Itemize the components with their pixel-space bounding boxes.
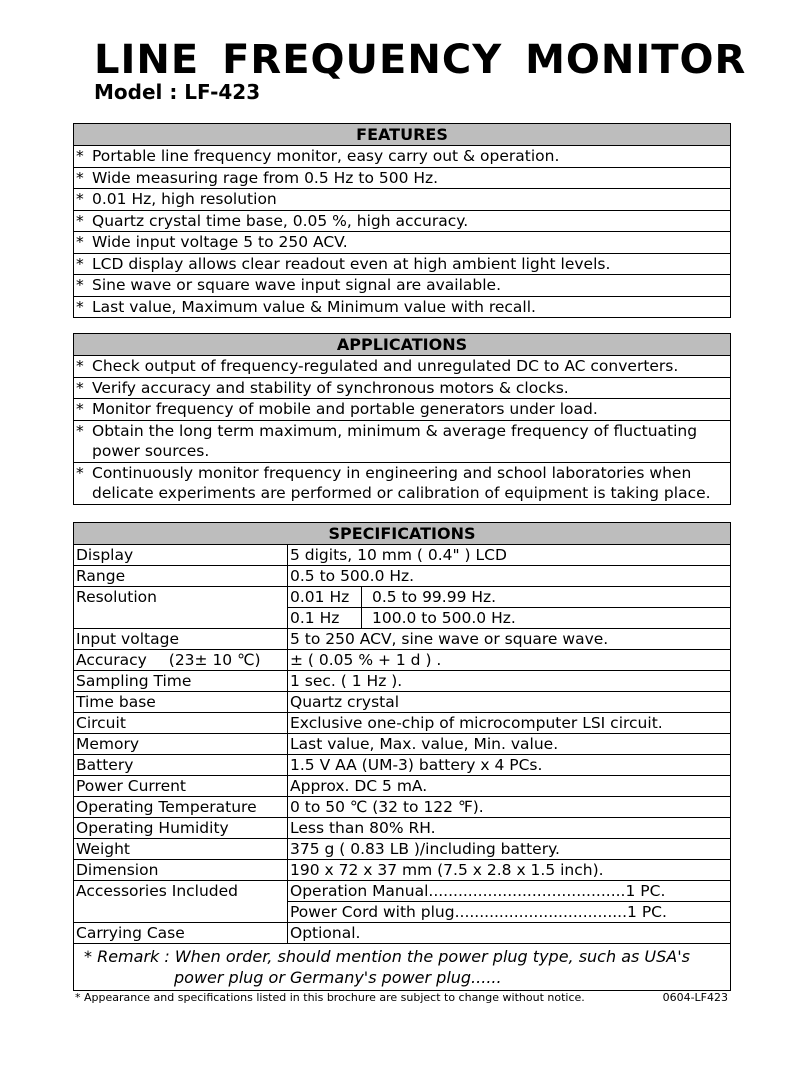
list-item: * Quartz crystal time base, 0.05 %, high accuracy. — [74, 210, 730, 232]
resolution-subtable — [288, 587, 730, 628]
spec-row-memory — [74, 733, 730, 754]
spec-row-resolution — [74, 586, 730, 628]
spec-label: Range — [74, 566, 288, 586]
list-item: * Wide measuring rage from 0.5 Hz to 500 Hz. — [74, 167, 730, 189]
bullet-asterisk: * — [76, 421, 84, 440]
specifications-heading: SPECIFICATIONS — [74, 523, 730, 545]
spec-value: Less than 80% RH. — [290, 819, 436, 837]
spec-value: ± ( 0.05 % + 1 d ) . — [290, 651, 442, 669]
spec-row-carrying-case — [74, 922, 730, 943]
model-number: Model : LF-423 — [94, 80, 261, 104]
applications-heading: APPLICATIONS — [74, 334, 730, 356]
footer-disclaimer: * Appearance and specifications listed in this brochure are subject to change without notice. — [75, 991, 585, 1004]
resolution-step: 0.01 Hz — [288, 587, 362, 607]
list-item: * LCD display allows clear readout even at high ambient light levels. — [74, 253, 730, 275]
accessory-qty: 1 PC. — [625, 882, 666, 900]
document-title: LINE FREQUENCY MONITOR — [94, 37, 747, 83]
spec-label: Circuit — [74, 713, 288, 733]
resolution-row — [288, 607, 730, 628]
spec-label: Battery — [74, 755, 288, 775]
spec-row-circuit — [74, 712, 730, 733]
spec-value: Approx. DC 5 mA. — [290, 777, 428, 795]
list-item: * Wide input voltage 5 to 250 ACV. — [74, 231, 730, 253]
bullet-asterisk: * — [76, 357, 84, 375]
spec-row-time-base — [74, 691, 730, 712]
bullet-asterisk: * — [76, 168, 84, 187]
spec-label: Accessories Included — [74, 881, 288, 922]
spec-row-accuracy — [74, 649, 730, 670]
spec-value: 1 sec. ( 1 Hz ). — [290, 672, 403, 690]
spec-row-display — [74, 545, 730, 565]
spec-row-range — [74, 565, 730, 586]
accuracy-condition: (23± 10 ℃) — [168, 651, 261, 669]
features-list — [74, 146, 730, 317]
spec-label: Input voltage — [74, 629, 288, 649]
spec-row-battery — [74, 754, 730, 775]
spec-row-sampling-time — [74, 670, 730, 691]
spec-row-operating-humidity — [74, 817, 730, 838]
features-table — [73, 123, 731, 318]
resolution-range: 0.5 to 99.99 Hz. — [372, 588, 497, 606]
resolution-step: 0.1 Hz — [288, 608, 362, 628]
accessories-list — [288, 881, 730, 922]
spec-value: 5 to 250 ACV, sine wave or square wave. — [290, 630, 609, 648]
spec-label: Carrying Case — [74, 923, 288, 943]
bullet-asterisk: * — [76, 378, 84, 397]
applications-list — [74, 356, 730, 504]
list-item: * Last value, Maximum value & Minimum value with recall. — [74, 296, 730, 318]
list-item: * Portable line frequency monitor, easy carry out & operation. — [76, 147, 560, 165]
spec-value: 0 to 50 ℃ (32 to 122 ℉). — [290, 798, 484, 816]
spec-value: 375 g ( 0.83 LB )/including battery. — [290, 840, 560, 858]
bullet-asterisk: * — [76, 297, 84, 316]
spec-value: 190 x 72 x 37 mm (7.5 x 2.8 x 1.5 inch). — [290, 861, 604, 879]
bullet-asterisk: * — [76, 254, 84, 273]
features-heading: FEATURES — [74, 124, 730, 146]
spec-label: Weight — [74, 839, 288, 859]
spec-value: Quartz crystal — [290, 693, 400, 711]
list-item: * Continuously monitor frequency in engineering and school laboratories when delicate experiments are performed or calibration of equipment is taking place. — [74, 462, 730, 504]
bullet-asterisk: * — [76, 147, 84, 165]
spec-value: Optional. — [290, 924, 361, 942]
spec-row-weight — [74, 838, 730, 859]
accuracy-label: Accuracy — [76, 651, 147, 669]
bullet-asterisk: * — [76, 190, 84, 208]
resolution-row — [288, 587, 730, 607]
accessory-qty: 1 PC. — [627, 903, 667, 921]
accessory-name: Operation Manual — [290, 882, 429, 900]
bullet-asterisk: * — [76, 276, 84, 294]
spec-label: Time base — [74, 692, 288, 712]
spec-row-power-current — [74, 775, 730, 796]
spec-label: Dimension — [74, 860, 288, 880]
accessory-leader: ................................... — [454, 903, 628, 921]
spec-label: Operating Humidity — [74, 818, 288, 838]
list-item: * Sine wave or square wave input signal are available. — [74, 274, 730, 296]
spec-row-operating-temperature — [74, 796, 730, 817]
remark-line: * Remark : When order, should mention the power plug type, such as USA's — [84, 947, 690, 966]
spec-value: 5 digits, 10 mm ( 0.4" ) LCD — [290, 546, 507, 564]
specifications-table — [73, 522, 731, 991]
spec-value: 1.5 V AA (UM-3) battery x 4 PCs. — [290, 756, 543, 774]
accessory-name: Power Cord with plug — [290, 903, 455, 921]
spec-label: Sampling Time — [74, 671, 288, 691]
list-item: * Monitor frequency of mobile and portable generators under load. — [74, 398, 730, 420]
spec-row-dimension — [74, 859, 730, 880]
remark-line: power plug or Germany's power plug...... — [174, 968, 502, 987]
list-item: * Verify accuracy and stability of synchronous motors & clocks. — [74, 377, 730, 399]
bullet-asterisk: * — [76, 400, 84, 418]
spec-row-input-voltage — [74, 628, 730, 649]
list-item: * 0.01 Hz, high resolution — [74, 188, 730, 210]
spec-label: Display — [74, 545, 288, 565]
list-item: * Check output of frequency-regulated and unregulated DC to AC converters. — [76, 357, 679, 375]
spec-value: 0.5 to 500.0 Hz. — [290, 567, 415, 585]
accessory-leader: ........................................ — [428, 882, 626, 900]
list-item: * Obtain the long term maximum, minimum & average frequency of fluctuating power sources. — [74, 420, 730, 462]
spec-value: Exclusive one-chip of microcomputer LSI circuit. — [290, 714, 663, 732]
spec-value: Last value, Max. value, Min. value. — [290, 735, 559, 753]
bullet-asterisk: * — [76, 211, 84, 230]
spec-label: Operating Temperature — [74, 797, 288, 817]
spec-label: Memory — [74, 734, 288, 754]
applications-table — [73, 333, 731, 505]
remark-note — [74, 943, 730, 990]
spec-label: Resolution — [74, 587, 288, 628]
resolution-range: 100.0 to 500.0 Hz. — [372, 609, 516, 627]
spec-label — [74, 650, 288, 670]
accessory-item — [288, 901, 730, 922]
footer-document-code: 0604-LF423 — [662, 991, 728, 1004]
spec-label: Power Current — [74, 776, 288, 796]
bullet-asterisk: * — [76, 463, 84, 482]
spec-row-accessories — [74, 880, 730, 922]
accessory-item — [288, 881, 730, 901]
bullet-asterisk: * — [76, 233, 84, 251]
